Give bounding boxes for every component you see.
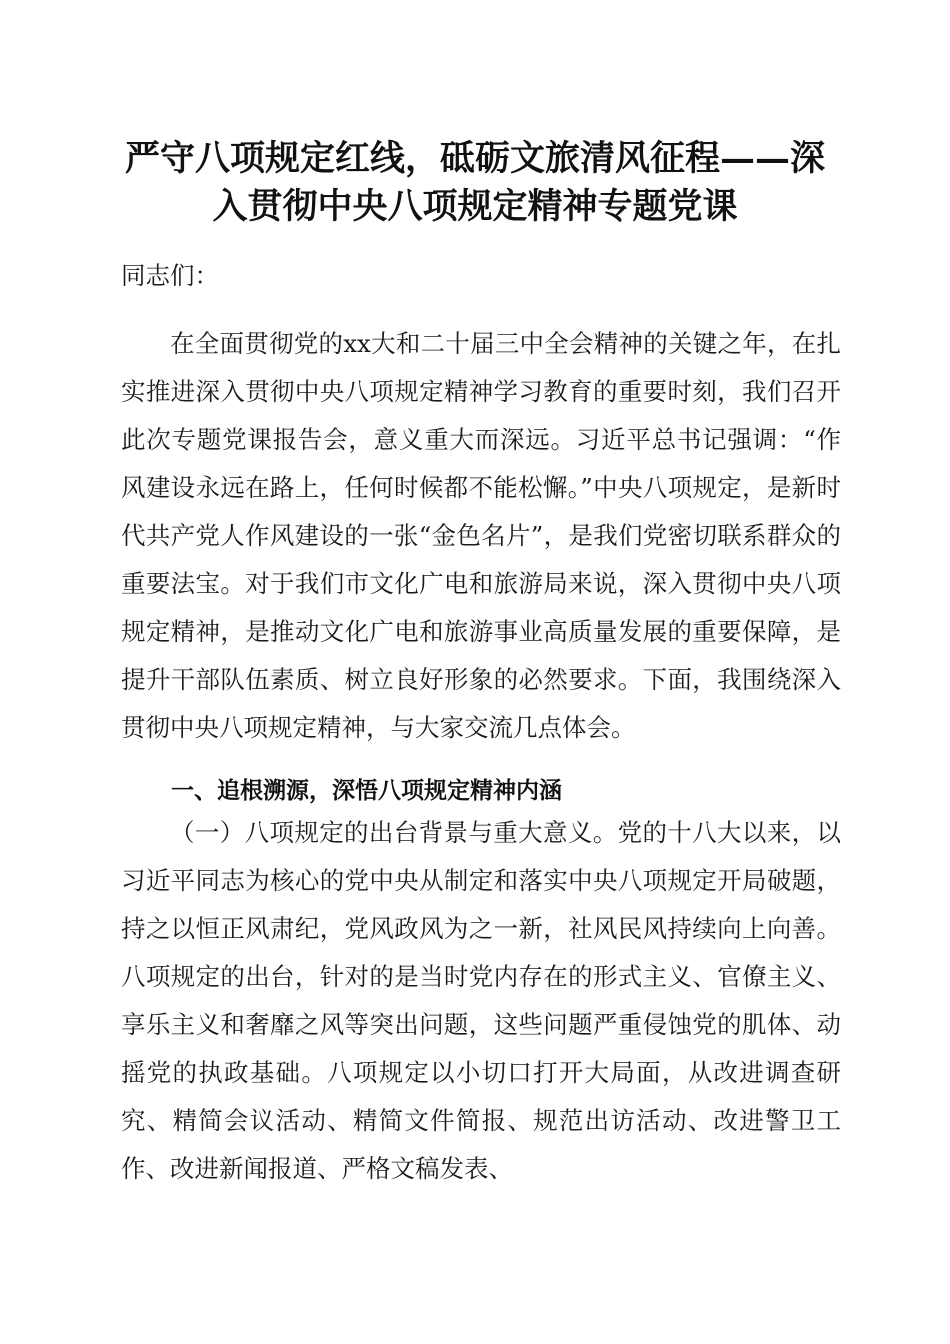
body-paragraph-1: （一）八项规定的出台背景与重大意义。党的十八大以来，以习近平同志为核心的党中央从制定和落实中央八项规定开局破题，持之以恒正风肃纪，党风政风为之一新，社风民风持续向上向善。八项规定的出台，针对的是当时党内存在的形式主义、官僚主义、享乐主义和奢靡之风等突出问题，这些问题严重侵蚀党的肌体、动摇党的执政基础。八项规定以小切口打开大局面，从改进调查研究、精简会议活动、精简文件简报、规范出访活动、改进警卫工作、改进新闻报道、严格文稿发表、	[121, 818, 841, 1183]
document-title-line-1: 严守八项规定红线，砥砺文旅清风征程——深	[124, 138, 825, 179]
section-heading-1: 一、追根溯源，深悟八项规定精神内涵	[171, 778, 562, 804]
intro-paragraph: 在全面贯彻党的xx大和二十届三中全会精神的关键之年，在扎实推进深入贯彻中央八项规定精神学习教育的重要时刻，我们召开此次专题党课报告会，意义重大而深远。习近平总书记强调：“作风建设永远在路上，任何时候都不能松懈。”中央八项规定，是新时代共产党人作风建设的一张“金色名片”，是我们党密切联系群众的重要法宝。对于我们市文化广电和旅游局来说，深入贯彻中央八项规定精神，是推动文化广电和旅游事业高质量发展的重要保障，是提升干部队伍素质、树立良好形象的必然要求。下面，我围绕深入贯彻中央八项规定精神，与大家交流几点体会。	[121, 329, 841, 742]
salutation: 同志们：	[121, 261, 219, 290]
document-title-line-2: 入贯彻中央八项规定精神专题党课	[212, 186, 738, 227]
